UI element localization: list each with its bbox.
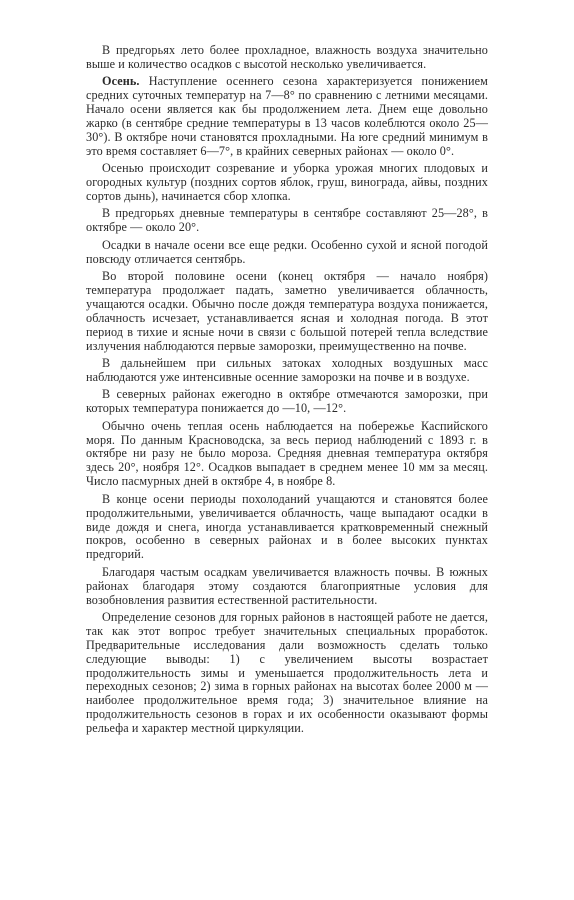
paragraph-1	[86, 44, 488, 72]
paragraph-text: Во второй половине осени (конец октября — начало ноября) температура продолжает падать, заметно увеличивается облачность, учащаются осадки. Обычно после дождя температура воздуха понижается, облачность исчезает, устанавливается ясная и холодная погода. В этот период в тихие и ясные ночи в связи с большой потерей тепла вследствие излучения наблюдаются первые заморозки, преимущественно на почве.	[86, 269, 488, 353]
paragraph-text: Благодаря частым осадкам увеличивается влажность почвы. В южных районах благодаря этому создаются благоприятные условия для возобновления развития естественной растительности.	[86, 564, 488, 607]
paragraph-9	[86, 420, 488, 490]
paragraph-10	[86, 493, 488, 563]
paragraph-12	[86, 611, 488, 736]
paragraph-11	[86, 566, 488, 608]
paragraph-4	[86, 207, 488, 235]
paragraph-5	[86, 239, 488, 267]
paragraph-2	[86, 75, 488, 158]
paragraph-text: Обычно очень теплая осень наблюдается на побережье Каспийского моря. По данным Красноводска, за весь период наблюдений с 1893 г. в октябре ни разу не было мороза. Средняя дневная температура октября здесь 20°, ноября 12°. Осадков выпадает в среднем менее 10 мм за месяц. Число пасмурных дней в октябре 4, в ноябре 8.	[86, 418, 488, 489]
paragraph-text: В конце осени периоды похолоданий учащаются и становятся более продолжительными, увеличивается облачность, чаще выпадают осадки в виде дождя и снега, иногда устанавливается кратковременный снежный покров, особенно в северных районах и в более высоких пунктах предгорий.	[86, 491, 488, 562]
paragraph-text: В северных районах ежегодно в октябре отмечаются заморозки, при которых температура понижается до —10, —12°.	[86, 387, 488, 416]
paragraph-text: В предгорьях лето более прохладное, влажность воздуха значительно выше и количество осадков с высотой несколько увеличивается.	[86, 43, 488, 71]
paragraph-text: Определение сезонов для горных районов в настоящей работе не дается, так как этот вопрос требует значительных специальных проработок. Предварительные исследования дали возможность сделать только следующие выводы: 1) с увеличением высоты возрастает продолжительность зимы и уменьшается продолжительность лета и переходных сезонов; 2) зима в горных районах на высотах более 2000 м — наиболее продолжительное время года; 3) значительное влияние на продолжительность сезонов в горах и их особенности оказывают формы рельефа и характер местной циркуляции.	[86, 609, 488, 736]
paragraph-3	[86, 162, 488, 204]
section-heading-autumn: Осень.	[102, 74, 140, 89]
document-page	[86, 44, 488, 740]
paragraph-text: В дальнейшем при сильных затоках холодных воздушных масс наблюдаются уже интенсивные осенние заморозки на почве и в воздухе.	[86, 356, 488, 384]
paragraph-text: Осенью происходит созревание и уборка урожая многих плодовых и огородных культур (поздних сортов яблок, груш, винограда, айвы, поздних сортов дынь), начинается сбор хлопка.	[86, 161, 488, 204]
paragraph-text: В предгорьях дневные температуры в сентябре составляют 25—28°, в октябре — около 20°.	[86, 206, 488, 235]
paragraph-6	[86, 270, 488, 353]
paragraph-text: Наступление осеннего сезона характеризуется понижением средних суточных температур на 7—8° по сравнению с летними месяцами. Начало осени является как бы продолжением лета. Днем еще довольно жарко (в сентябре средние температуры в 13 часов колеблются около 25—30°). В октябре ночи становятся прохладными. На юге средний минимум в это время составляет 6—7°, в крайних северных районах — около 0°.	[86, 74, 488, 158]
paragraph-8	[86, 388, 488, 416]
paragraph-text: Осадки в начале осени все еще редки. Особенно сухой и ясной погодой повсюду отличается сентябрь.	[86, 237, 488, 266]
paragraph-7	[86, 357, 488, 385]
